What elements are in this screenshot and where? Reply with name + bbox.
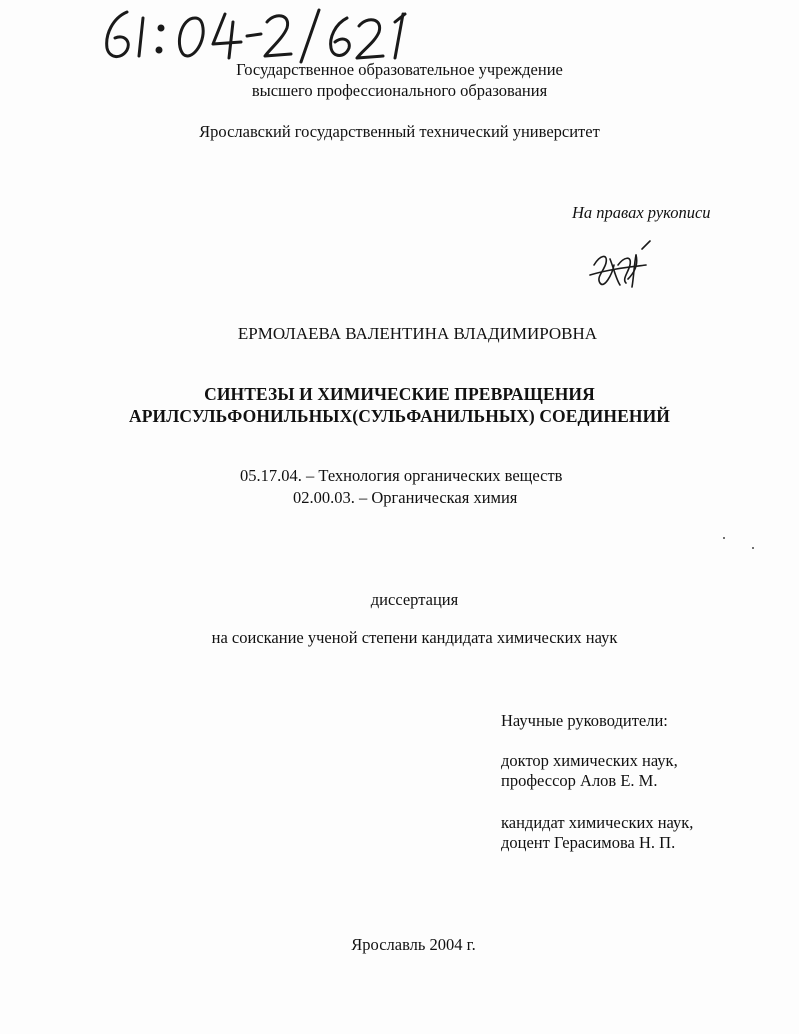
title-line-1: СИНТЕЗЫ И ХИМИЧЕСКИЕ ПРЕВРАЩЕНИЯ	[204, 384, 595, 404]
supervisor-2-title: кандидат химических наук,	[501, 813, 694, 832]
scan-speck	[723, 537, 725, 539]
supervisors-heading: Научные руководители:	[501, 711, 668, 730]
institution-line-2: высшего профессионального образования	[251, 81, 548, 100]
signature	[580, 235, 665, 295]
city-year: Ярославль 2004 г.	[351, 935, 476, 954]
university-name: Ярославский государственный технический университет	[199, 122, 600, 141]
supervisor-1-title: доктор химических наук,	[501, 751, 678, 770]
title-line-2: АРИЛСУЛЬФОНИЛЬНЫХ(СУЛЬФАНИЛЬНЫХ) СОЕДИНЕНИЙ	[128, 406, 671, 426]
work-type: диссертация	[370, 590, 459, 609]
specialty-2: 02.00.03. – Органическая химия	[293, 488, 518, 507]
scan-speck	[752, 547, 754, 549]
manuscript-rights: На правах рукописи	[572, 203, 711, 222]
specialty-1: 05.17.04. – Технология органических веществ	[240, 466, 563, 485]
institution-line-1: Государственное образовательное учреждение	[236, 60, 563, 79]
degree-line: на соискание ученой степени кандидата химических наук	[211, 628, 618, 647]
supervisor-1-name: профессор Алов Е. М.	[501, 771, 658, 790]
archive-number-handwritten	[95, 4, 455, 66]
author-name: ЕРМОЛАЕВА ВАЛЕНТИНА ВЛАДИМИРОВНА	[237, 324, 598, 343]
supervisor-2-name: доцент Герасимова Н. П.	[501, 833, 676, 852]
